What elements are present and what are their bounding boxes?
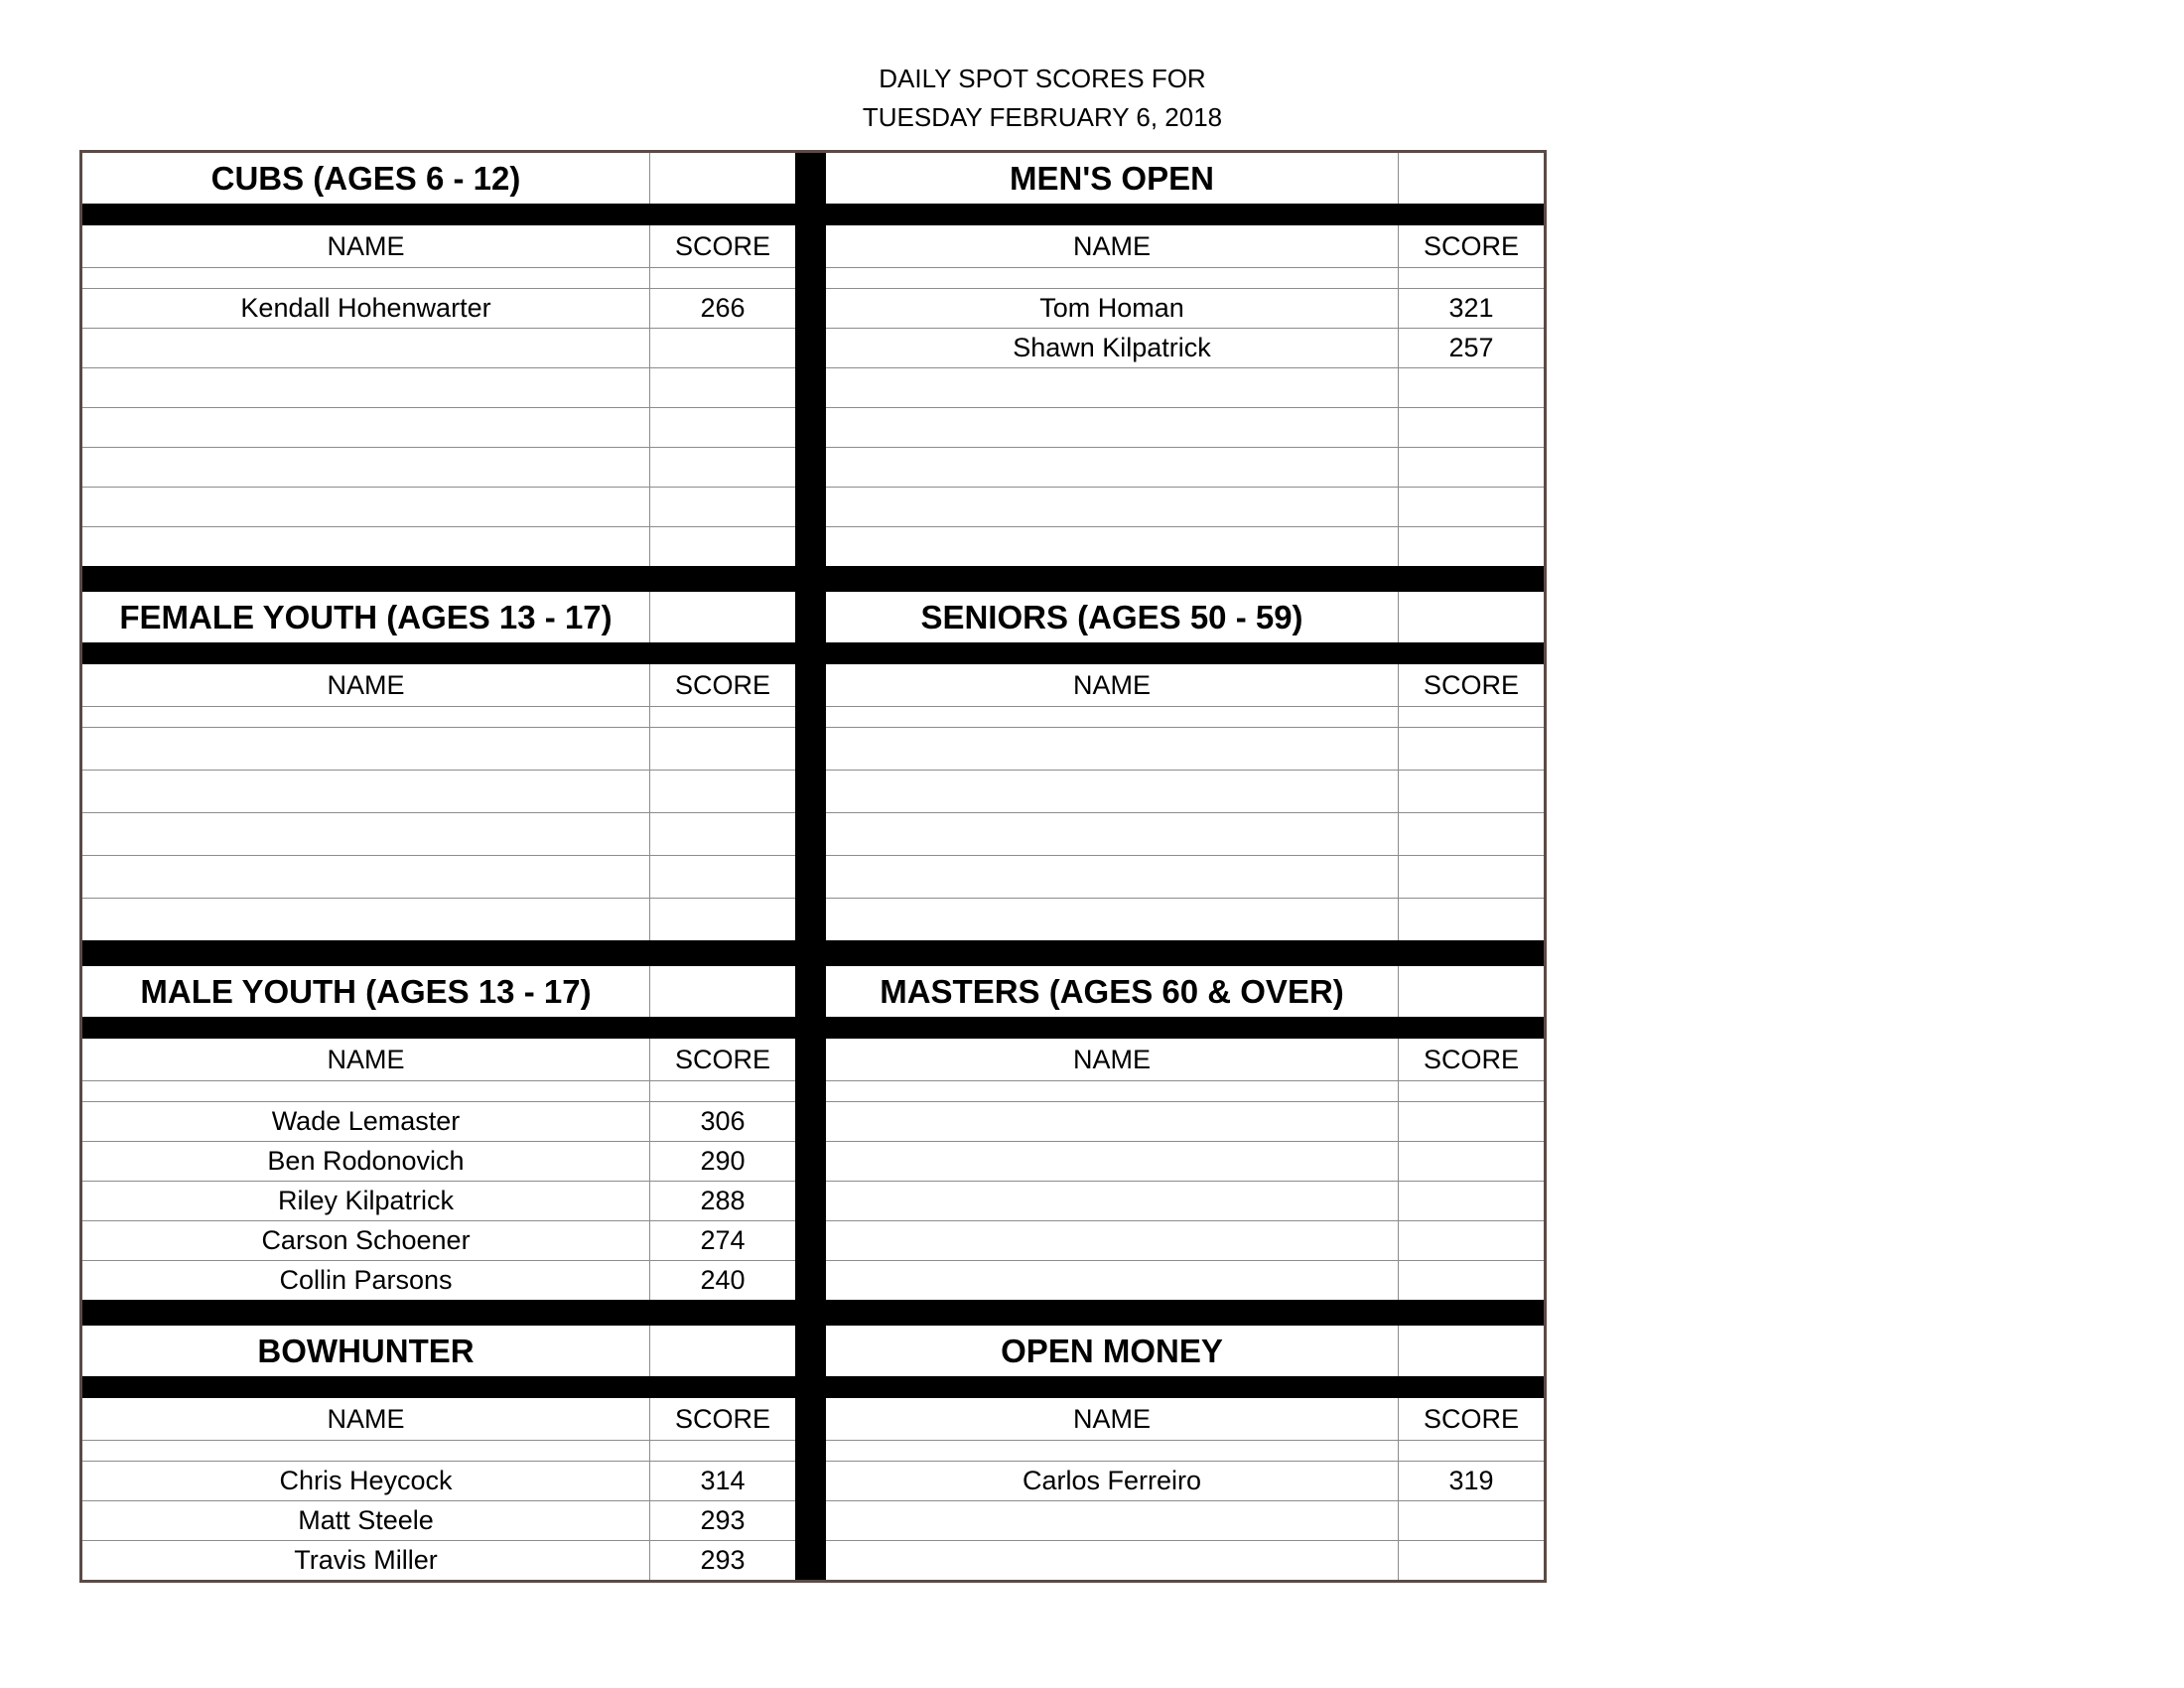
score-rows xyxy=(82,1102,795,1300)
section-row xyxy=(82,153,1544,566)
archer-score xyxy=(1399,1182,1544,1220)
header-divider xyxy=(826,1376,1544,1398)
score-row xyxy=(826,899,1544,940)
score-row xyxy=(82,1142,795,1182)
score-rows xyxy=(826,1102,1544,1300)
archer-score xyxy=(1399,448,1544,487)
section-divider xyxy=(82,566,1544,592)
score-row xyxy=(826,368,1544,408)
score-row xyxy=(826,408,1544,448)
score-row xyxy=(826,728,1544,771)
category-header xyxy=(826,153,1544,204)
archer-score xyxy=(1399,1261,1544,1300)
category-title: CUBS (AGES 6 - 12) xyxy=(82,153,650,204)
category-title: OPEN MONEY xyxy=(826,1326,1399,1376)
archer-name xyxy=(82,813,650,855)
archer-score: 240 xyxy=(700,1265,746,1295)
archer-name: Carlos Ferreiro xyxy=(826,1462,1399,1500)
scores-sheet xyxy=(79,150,1547,1583)
score-row xyxy=(82,771,795,813)
score-rows xyxy=(826,1462,1544,1580)
category-header-blank xyxy=(650,592,795,642)
score-column-header: SCORE xyxy=(1423,1044,1520,1074)
spacer-row xyxy=(82,268,795,289)
category-block xyxy=(82,153,795,566)
category-block xyxy=(826,1326,1544,1580)
score-row xyxy=(826,813,1544,856)
spacer-score-cell xyxy=(1399,1441,1544,1461)
archer-score: 266 xyxy=(700,293,746,323)
archer-score: 274 xyxy=(700,1225,746,1255)
center-divider xyxy=(795,1326,826,1580)
column-header-row xyxy=(826,1039,1544,1081)
archer-score: 288 xyxy=(700,1186,746,1215)
archer-name: Matt Steele xyxy=(82,1501,650,1540)
spacer-score-cell xyxy=(1399,707,1544,727)
spacer-score-cell xyxy=(650,1441,795,1461)
score-row xyxy=(826,1142,1544,1182)
column-header-row xyxy=(82,664,795,707)
archer-name xyxy=(826,1261,1399,1300)
category-title: MEN'S OPEN xyxy=(826,153,1399,204)
score-row xyxy=(82,1501,795,1541)
archer-name xyxy=(82,448,650,487)
category-header-blank xyxy=(650,1326,795,1376)
column-header-row xyxy=(82,1039,795,1081)
archer-name xyxy=(82,899,650,940)
score-rows xyxy=(82,728,795,940)
column-header-row xyxy=(826,1398,1544,1441)
archer-score xyxy=(650,813,795,855)
archer-score xyxy=(650,448,795,487)
archer-score xyxy=(650,728,795,770)
score-row xyxy=(826,856,1544,899)
score-rows xyxy=(826,728,1544,940)
archer-score: 321 xyxy=(1448,293,1494,323)
archer-name xyxy=(826,813,1399,855)
category-block xyxy=(82,1326,795,1580)
score-row xyxy=(82,527,795,566)
column-header-row xyxy=(826,664,1544,707)
category-block xyxy=(82,966,795,1300)
header-divider xyxy=(826,204,1544,225)
score-column-header: SCORE xyxy=(674,1044,771,1074)
name-column-header: NAME xyxy=(82,664,650,706)
page-title-block xyxy=(79,60,2005,137)
archer-name xyxy=(826,368,1399,407)
score-row xyxy=(82,1462,795,1501)
archer-name xyxy=(82,368,650,407)
category-title: MASTERS (AGES 60 & OVER) xyxy=(826,966,1399,1017)
spacer-row xyxy=(82,1441,795,1462)
category-title: MALE YOUTH (AGES 13 - 17) xyxy=(82,966,650,1017)
archer-score xyxy=(650,771,795,812)
score-rows xyxy=(826,289,1544,566)
archer-name xyxy=(826,1182,1399,1220)
archer-name xyxy=(826,1102,1399,1141)
category-header-blank xyxy=(1399,1326,1544,1376)
archer-score: 290 xyxy=(700,1146,746,1176)
header-divider xyxy=(82,642,795,664)
archer-score xyxy=(1399,408,1544,447)
name-column-header: NAME xyxy=(82,1398,650,1440)
name-column-header: NAME xyxy=(82,1039,650,1080)
score-row xyxy=(82,899,795,940)
archer-name xyxy=(826,448,1399,487)
column-header-row xyxy=(826,225,1544,268)
header-divider xyxy=(826,1017,1544,1039)
score-row xyxy=(82,856,795,899)
archer-name xyxy=(826,1541,1399,1580)
category-block xyxy=(82,592,795,940)
category-header-blank xyxy=(1399,153,1544,204)
score-row xyxy=(826,1102,1544,1142)
archer-score xyxy=(1399,368,1544,407)
spacer-name-cell xyxy=(826,1441,1399,1461)
archer-score xyxy=(1399,1541,1544,1580)
archer-score xyxy=(1399,899,1544,940)
score-row xyxy=(82,368,795,408)
archer-name xyxy=(82,527,650,566)
score-row xyxy=(826,1261,1544,1300)
name-column-header: NAME xyxy=(826,1039,1399,1080)
category-block xyxy=(826,592,1544,940)
header-divider xyxy=(82,1376,795,1398)
archer-score xyxy=(650,408,795,447)
score-row xyxy=(826,1541,1544,1580)
archer-score xyxy=(1399,1501,1544,1540)
archer-score xyxy=(1399,728,1544,770)
column-header-row xyxy=(82,225,795,268)
archer-name: Riley Kilpatrick xyxy=(82,1182,650,1220)
category-header xyxy=(826,1326,1544,1376)
score-row xyxy=(82,1182,795,1221)
column-header-row xyxy=(82,1398,795,1441)
category-title: FEMALE YOUTH (AGES 13 - 17) xyxy=(82,592,650,642)
spacer-name-cell xyxy=(826,707,1399,727)
archer-score xyxy=(1399,856,1544,898)
score-column-header: SCORE xyxy=(1423,1403,1520,1434)
score-row xyxy=(826,488,1544,527)
archer-score xyxy=(1399,1142,1544,1181)
archer-name xyxy=(826,408,1399,447)
archer-name xyxy=(82,329,650,367)
score-row xyxy=(82,488,795,527)
spacer-score-cell xyxy=(650,707,795,727)
score-row xyxy=(826,771,1544,813)
score-row xyxy=(82,813,795,856)
archer-name xyxy=(82,728,650,770)
section-row xyxy=(82,592,1544,940)
category-header-blank xyxy=(1399,592,1544,642)
archer-name xyxy=(826,856,1399,898)
archer-score xyxy=(1399,527,1544,566)
archer-name: Travis Miller xyxy=(82,1541,650,1580)
score-rows xyxy=(82,289,795,566)
archer-score xyxy=(1399,1102,1544,1141)
spacer-name-cell xyxy=(82,268,650,288)
score-row xyxy=(82,1261,795,1300)
archer-name xyxy=(826,899,1399,940)
score-row xyxy=(826,329,1544,368)
title-line-2: TUESDAY FEBRUARY 6, 2018 xyxy=(862,102,1223,132)
score-row xyxy=(826,527,1544,566)
name-column-header: NAME xyxy=(826,225,1399,267)
archer-score xyxy=(1399,813,1544,855)
center-divider xyxy=(795,966,826,1300)
spacer-name-cell xyxy=(826,268,1399,288)
category-header xyxy=(82,592,795,642)
score-column-header: SCORE xyxy=(674,230,771,261)
spacer-row xyxy=(826,1081,1544,1102)
archer-score xyxy=(650,488,795,526)
spacer-row xyxy=(826,707,1544,728)
score-column-header: SCORE xyxy=(674,1403,771,1434)
spacer-row xyxy=(82,707,795,728)
score-row xyxy=(82,408,795,448)
archer-name: Chris Heycock xyxy=(82,1462,650,1500)
archer-name xyxy=(826,728,1399,770)
spacer-row xyxy=(82,1081,795,1102)
score-row xyxy=(826,448,1544,488)
category-header xyxy=(82,966,795,1017)
name-column-header: NAME xyxy=(82,225,650,267)
archer-score: 293 xyxy=(700,1545,746,1575)
archer-name: Collin Parsons xyxy=(82,1261,650,1300)
archer-name: Shawn Kilpatrick xyxy=(826,329,1399,367)
category-header-blank xyxy=(1399,966,1544,1017)
archer-name: Wade Lemaster xyxy=(82,1102,650,1141)
archer-name: Kendall Hohenwarter xyxy=(82,289,650,328)
name-column-header: NAME xyxy=(826,664,1399,706)
center-divider xyxy=(795,592,826,940)
archer-score: 314 xyxy=(700,1466,746,1495)
score-row xyxy=(826,1221,1544,1261)
archer-name xyxy=(826,771,1399,812)
archer-name: Tom Homan xyxy=(826,289,1399,328)
archer-score xyxy=(650,899,795,940)
archer-name xyxy=(82,488,650,526)
archer-score xyxy=(1399,771,1544,812)
archer-name xyxy=(82,771,650,812)
category-header xyxy=(826,966,1544,1017)
spacer-name-cell xyxy=(82,1441,650,1461)
name-column-header: NAME xyxy=(826,1398,1399,1440)
score-row xyxy=(826,289,1544,329)
category-block xyxy=(826,966,1544,1300)
score-column-header: SCORE xyxy=(1423,230,1520,261)
header-divider xyxy=(826,642,1544,664)
category-title: SENIORS (AGES 50 - 59) xyxy=(826,592,1399,642)
archer-name xyxy=(82,408,650,447)
spacer-score-cell xyxy=(1399,268,1544,288)
section-divider xyxy=(82,940,1544,966)
archer-score xyxy=(650,368,795,407)
section-row xyxy=(82,966,1544,1300)
archer-score xyxy=(650,329,795,367)
spacer-score-cell xyxy=(650,268,795,288)
archer-name xyxy=(826,527,1399,566)
category-header xyxy=(82,1326,795,1376)
center-divider xyxy=(795,153,826,566)
section-row xyxy=(82,1326,1544,1580)
archer-name xyxy=(826,488,1399,526)
header-divider xyxy=(82,204,795,225)
archer-score: 293 xyxy=(700,1505,746,1535)
category-block xyxy=(826,153,1544,566)
score-column-header: SCORE xyxy=(1423,669,1520,700)
archer-score: 306 xyxy=(700,1106,746,1136)
section-divider xyxy=(82,1300,1544,1326)
score-row xyxy=(82,329,795,368)
title-line-1: DAILY SPOT SCORES FOR xyxy=(879,64,1206,93)
score-rows xyxy=(82,1462,795,1580)
archer-name: Ben Rodonovich xyxy=(82,1142,650,1181)
spacer-name-cell xyxy=(826,1081,1399,1101)
spacer-row xyxy=(826,1441,1544,1462)
category-header xyxy=(82,153,795,204)
category-header-blank xyxy=(650,153,795,204)
spacer-score-cell xyxy=(1399,1081,1544,1101)
score-row xyxy=(826,1462,1544,1501)
score-row xyxy=(82,448,795,488)
archer-score xyxy=(650,527,795,566)
score-row xyxy=(82,1221,795,1261)
spacer-row xyxy=(826,268,1544,289)
header-divider xyxy=(82,1017,795,1039)
category-header-blank xyxy=(650,966,795,1017)
score-column-header: SCORE xyxy=(674,669,771,700)
archer-name xyxy=(826,1142,1399,1181)
score-row xyxy=(82,728,795,771)
score-row xyxy=(82,289,795,329)
category-title: BOWHUNTER xyxy=(82,1326,650,1376)
score-row xyxy=(826,1182,1544,1221)
archer-name xyxy=(826,1501,1399,1540)
category-header xyxy=(826,592,1544,642)
score-row xyxy=(826,1501,1544,1541)
archer-score: 257 xyxy=(1448,333,1494,362)
archer-name xyxy=(82,856,650,898)
archer-score xyxy=(1399,1221,1544,1260)
score-row xyxy=(82,1102,795,1142)
archer-score xyxy=(650,856,795,898)
spacer-score-cell xyxy=(650,1081,795,1101)
spacer-name-cell xyxy=(82,707,650,727)
archer-name xyxy=(826,1221,1399,1260)
spacer-name-cell xyxy=(82,1081,650,1101)
archer-score: 319 xyxy=(1448,1466,1494,1495)
score-row xyxy=(82,1541,795,1580)
archer-score xyxy=(1399,488,1544,526)
archer-name: Carson Schoener xyxy=(82,1221,650,1260)
